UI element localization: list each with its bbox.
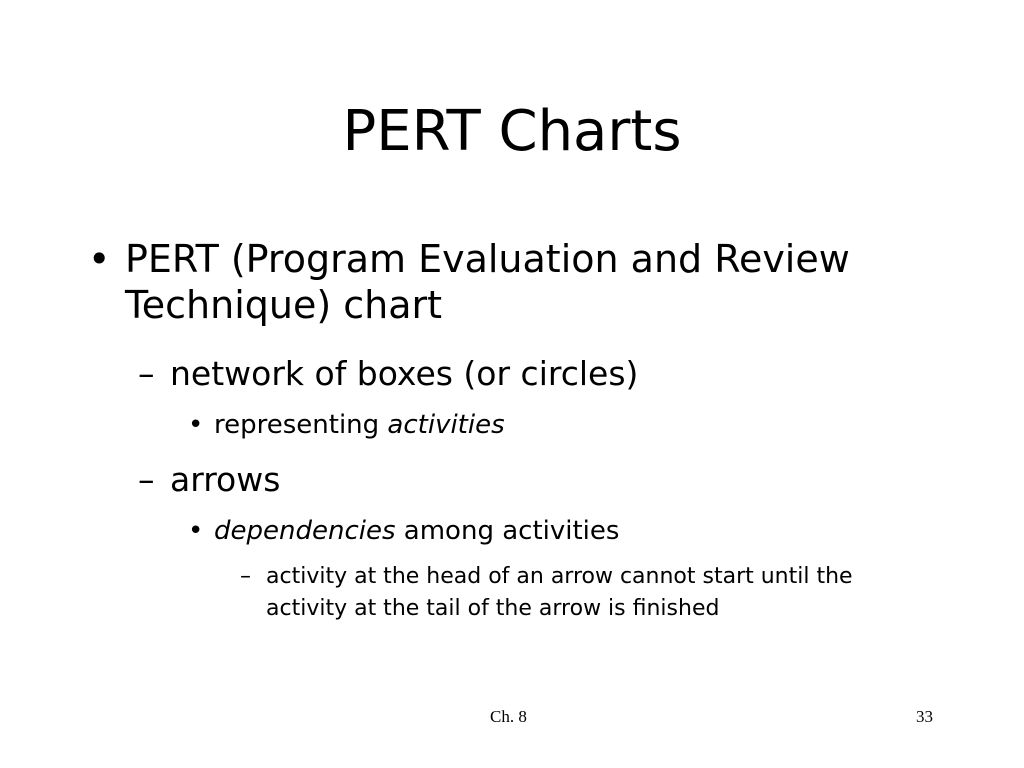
emphasis-text: activities bbox=[387, 410, 505, 440]
bullet-marker: • bbox=[188, 410, 204, 440]
dash-marker: – bbox=[138, 354, 155, 393]
sub-sub-bullet-text bbox=[214, 515, 619, 547]
level-4-text-line-2: activity at the tail of the arrow is finished bbox=[266, 596, 720, 621]
bullet-text bbox=[125, 236, 850, 328]
slide-title: PERT Charts bbox=[342, 99, 682, 164]
bullet-text-line-1: PERT (Program Evaluation and Review bbox=[125, 237, 850, 281]
level-4-text-line-1: activity at the head of an arrow cannot start until the bbox=[266, 564, 853, 589]
bullet-text-line-2: Technique) chart bbox=[125, 283, 443, 327]
footer-chapter: Ch. 8 bbox=[490, 707, 527, 726]
sub-bullet-text: network of boxes (or circles) bbox=[170, 354, 639, 393]
plain-text: representing bbox=[214, 410, 388, 440]
bullet-marker: • bbox=[188, 516, 204, 546]
dash-marker: – bbox=[138, 460, 155, 499]
dash-marker: – bbox=[240, 564, 251, 589]
sub-bullet-text: arrows bbox=[170, 460, 281, 499]
plain-text: among activities bbox=[395, 516, 620, 546]
sub-sub-bullet-text bbox=[214, 409, 505, 441]
level-4-text bbox=[266, 561, 853, 625]
footer-page-number: 33 bbox=[916, 707, 933, 726]
bullet-marker: • bbox=[88, 237, 111, 281]
emphasis-text: dependencies bbox=[214, 516, 396, 546]
